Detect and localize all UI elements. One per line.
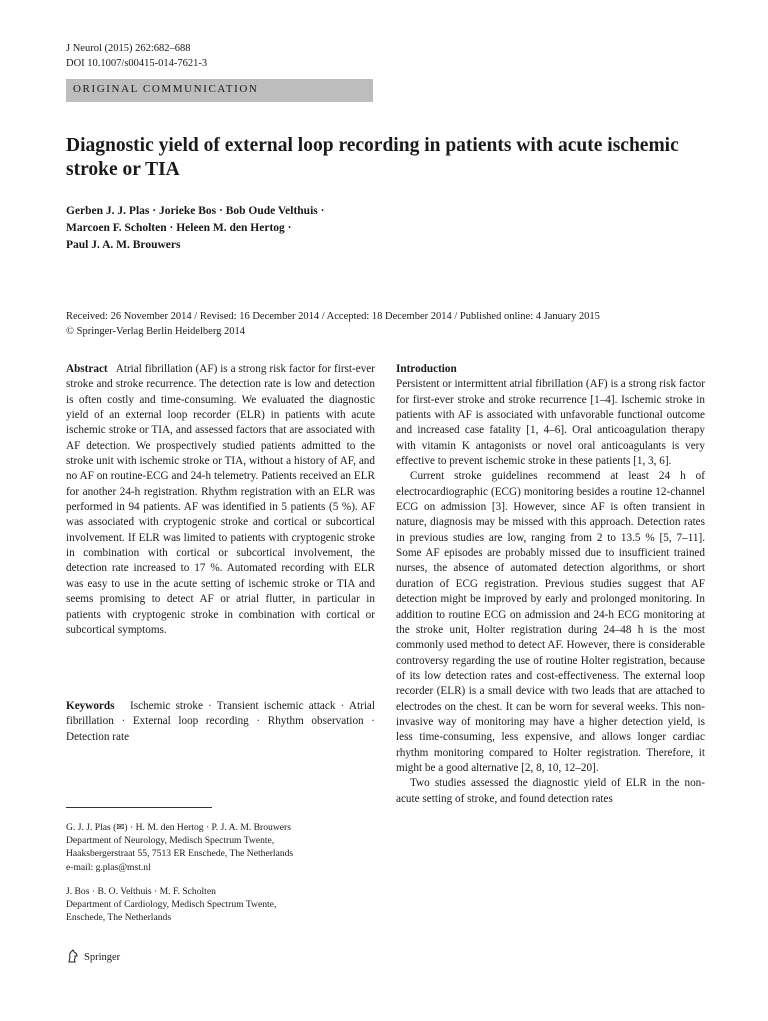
author-list: [66, 203, 706, 254]
paragraph: Two studies assessed the diagnostic yield of ELR in the non-acute setting of stroke, and found detection rates: [396, 777, 705, 805]
affiliation-line: Department of Cardiology, Medisch Spectrum Twente,: [66, 899, 277, 911]
keywords: [66, 699, 375, 745]
keywords-label: Keywords: [66, 700, 115, 712]
article-type-banner: [66, 79, 373, 102]
introduction-heading: Introduction: [396, 363, 457, 375]
email-link[interactable]: e-mail: g.plas@mst.nl: [66, 861, 151, 873]
affiliation-line: Haaksbergerstraat 55, 7513 ER Enschede, The Netherlands: [66, 848, 294, 860]
footnote-divider: [66, 807, 212, 808]
publisher-name: Springer: [84, 952, 121, 963]
affiliation-line: J. Bos · B. O. Velthuis · M. F. Scholten: [66, 885, 216, 897]
affiliation-line: Enschede, The Netherlands: [66, 912, 172, 924]
abstract-label: Abstract: [66, 363, 108, 375]
springer-horse-icon: [66, 949, 80, 966]
publication-history: [66, 309, 726, 339]
author-line: Gerben J. J. Plas · Jorieke Bos · Bob Oude Velthuis ·: [66, 205, 325, 217]
paragraph: Current stroke guidelines recommend at least 24 h of electrocardiographic (ECG) monitoring besides a routine 12-channel ECG on admission [3]. However, since AF is often transient in nature, diagnosis may be missed with this approach. Detection rates in previous studies are low, ranging from 2 to 13.5 % [5, 7–11]. Some AF episodes are probably missed due to insufficient trained nurses, the absence of automated detection algorithms, or short duration of ECG registration. Previous studies suggest that AF detection might be improved by early and prolonged monitoring. In addition to routine ECG on admission and 24-h ECG monitoring at the stroke unit, Holter registration during 24–48 h is the most commonly used method to detect AF. However, there is considerable controversy regarding the use of routine Holter registration, because of its low detection rates and cost-effectiveness. The external loop recorder (ELR) is a small device with two leads that are attached to electrodes on the chest. It can be worn for several weeks. This non-invasive way of monitoring may have a higher detection yield, is less time-consuming, less expensive, and allows longer cardiac rhythm monitoring compared to Holter registration. Therefore, it might be a good alternative [2, 8, 10, 12–20].: [396, 470, 705, 774]
paragraph: Persistent or intermittent atrial fibrillation (AF) is a strong risk factor for first-ever stroke and stroke recurrence [1–4]. Ischemic stroke in patients with AF is associated with unfavorable functional outcome and increased case fatality [1, 4–6]. Oral anticoagulation therapy with vitamin K antagonists or novel oral anticoagulants is very effective to prevent ischemic stroke in these patients [1, 3, 6].: [396, 378, 705, 468]
journal-citation: J Neurol (2015) 262:682–688: [66, 43, 191, 54]
publisher-footer: [66, 949, 120, 966]
introduction-section: [396, 362, 705, 807]
abstract-text: Atrial fibrillation (AF) is a strong risk factor for first-ever stroke and stroke recurrence. The detection rate is low and detection is often costly and time-consuming. We evaluated the diagnostic yield of an external loop recorder (ELR) in patients with acute ischemic stroke or TIA, and assessed factors that are associated with AF detection. We prospectively studied patients admitted to the stroke unit with ischemic stroke or TIA, without a history of AF, and no AF on routine-ECG and 24-h telemetry. Patients received an ELR for another 24-h registration. Rhythm registration with an ELR was performed in 94 patients. AF was identified in 5 patients (5 %). AF was associated with cryptogenic stroke and cortical or subcortical involvement. If ELR was limited to patients with cryptogenic stroke in combination with cortical or subcortical involvement, the detection rate increased to 17 %. Automated recording with ELR was easy to use in the acute setting of ischemic stroke or TIA and seems promising to detect AF or atrial flutter, in particular in patients with cryptogenic stroke in combination with cortical or subcortical symptoms.: [66, 363, 375, 636]
copyright-line: © Springer-Verlag Berlin Heidelberg 2014: [66, 326, 246, 337]
author-line: Marcoen F. Scholten · Heleen M. den Hertog ·: [66, 222, 292, 234]
keywords-text: Ischemic stroke · Transient ischemic attack · Atrial fibrillation · External loop recording · Rhythm observation · Detection rate: [66, 700, 375, 743]
affiliation-line: G. J. J. Plas (✉) · H. M. den Hertog · P. J. A. M. Brouwers: [66, 822, 291, 833]
history-dates: Received: 26 November 2014 / Revised: 16 December 2014 / Accepted: 18 December 2014 / Published online: 4 January 2015: [66, 311, 600, 322]
journal-header: [66, 41, 207, 71]
affiliations: [66, 821, 375, 924]
article-type-label: ORIGINAL COMMUNICATION: [73, 83, 259, 95]
doi: DOI 10.1007/s00415-014-7621-3: [66, 58, 208, 69]
affiliation-line: Department of Neurology, Medisch Spectrum Twente,: [66, 835, 275, 847]
article-title: Diagnostic yield of external loop recording in patients with acute ischemic stroke or TIA: [66, 135, 679, 180]
author-line: Paul J. A. M. Brouwers: [66, 239, 181, 251]
abstract: [66, 362, 375, 638]
